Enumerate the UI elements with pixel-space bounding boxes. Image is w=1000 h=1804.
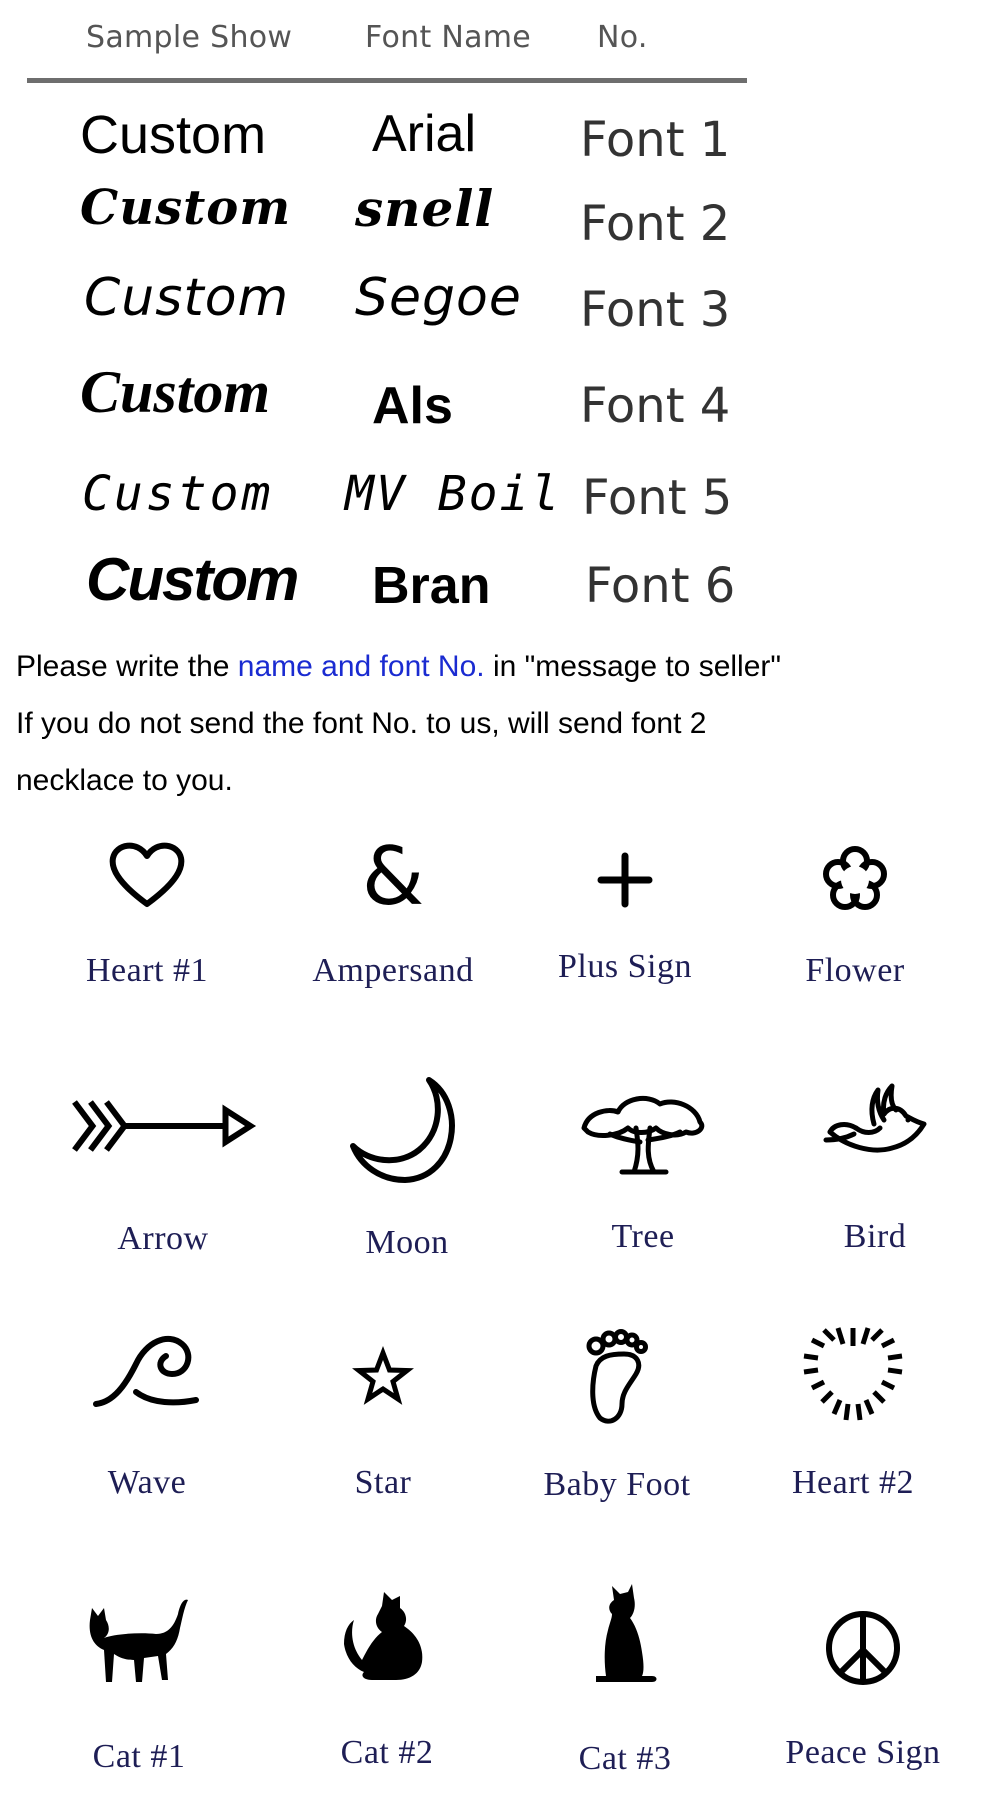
symbol-baby-foot bbox=[492, 1320, 742, 1540]
star-icon bbox=[355, 1350, 411, 1404]
font-sample: Custom bbox=[86, 546, 298, 613]
font-sample: Custom bbox=[82, 466, 274, 522]
note-text-start: Please write the bbox=[16, 650, 238, 683]
font-row-3 bbox=[0, 268, 1000, 362]
symbol-label: Star bbox=[354, 1464, 412, 1501]
cat-upright-icon bbox=[590, 1582, 660, 1687]
column-header-no: No. bbox=[597, 20, 648, 55]
symbol-star bbox=[258, 1320, 508, 1540]
note-highlight: name and font No. bbox=[237, 650, 485, 683]
symbol-label: Wave bbox=[107, 1464, 187, 1501]
flower-icon bbox=[820, 844, 890, 914]
symbol-bird bbox=[750, 1070, 1000, 1290]
symbol-cat-3 bbox=[500, 1584, 750, 1804]
symbol-label: Baby Foot bbox=[543, 1466, 691, 1503]
symbol-label: Heart #2 bbox=[791, 1464, 914, 1501]
font-number: Font 2 bbox=[580, 196, 731, 252]
bird-icon bbox=[820, 1084, 930, 1164]
font-name: Bran bbox=[372, 557, 491, 615]
column-header-sample-show: Sample Show bbox=[86, 20, 293, 55]
symbol-cat-2 bbox=[262, 1584, 512, 1804]
symbol-heart-2 bbox=[728, 1320, 978, 1540]
symbol-peace-sign bbox=[738, 1584, 988, 1804]
font-number: Font 5 bbox=[582, 470, 733, 526]
symbol-tree bbox=[518, 1070, 768, 1290]
symbol-label: Bird bbox=[843, 1218, 907, 1255]
ampersand-icon bbox=[361, 830, 425, 923]
cat-sitting-icon bbox=[342, 1588, 432, 1683]
symbol-ampersand bbox=[268, 830, 518, 1058]
font-sample: Custom bbox=[80, 359, 271, 425]
symbol-label: Cat #2 bbox=[340, 1734, 434, 1771]
symbol-label: Ampersand bbox=[312, 952, 474, 989]
font-sample: Custom bbox=[80, 105, 267, 165]
symbol-wave bbox=[22, 1320, 272, 1540]
font-name: Arial bbox=[372, 105, 477, 163]
font-row-4 bbox=[0, 359, 1000, 452]
font-name: snell bbox=[355, 179, 495, 238]
heart-icon bbox=[107, 840, 187, 910]
instruction-note bbox=[16, 638, 806, 809]
font-name: MV Boil bbox=[345, 466, 562, 522]
symbol-arrow bbox=[38, 1070, 288, 1290]
font-row-2 bbox=[0, 179, 1000, 274]
font-sample: Custom bbox=[80, 180, 292, 236]
plus-icon bbox=[595, 850, 655, 910]
sunburst-heart-icon bbox=[798, 1324, 908, 1424]
wave-icon bbox=[92, 1330, 202, 1410]
baby-foot-icon bbox=[582, 1326, 652, 1426]
note-text-end: in "message to seller" If you do not send the font No. to us, will send font 2 necklace to you. bbox=[16, 650, 782, 797]
font-number: Font 1 bbox=[580, 112, 731, 168]
symbol-label: Plus Sign bbox=[558, 948, 692, 985]
symbol-label: Cat #3 bbox=[578, 1740, 672, 1777]
cat-walking-icon bbox=[84, 1594, 194, 1689]
font-sample: Custom bbox=[84, 268, 290, 328]
peace-icon bbox=[823, 1608, 903, 1688]
font-row-6 bbox=[0, 546, 1000, 640]
symbol-label: Flower bbox=[805, 952, 905, 989]
font-number: Font 4 bbox=[580, 378, 731, 434]
tree-icon bbox=[578, 1088, 708, 1178]
header-divider bbox=[27, 78, 747, 83]
symbol-label: Heart #1 bbox=[85, 952, 208, 989]
font-number: Font 3 bbox=[580, 282, 731, 338]
font-number: Font 6 bbox=[585, 558, 736, 614]
symbol-moon bbox=[282, 1070, 532, 1290]
symbol-label: Cat #1 bbox=[92, 1738, 186, 1775]
symbol-label: Moon bbox=[365, 1224, 449, 1261]
font-name: Als bbox=[372, 377, 453, 435]
symbol-label: Tree bbox=[611, 1218, 675, 1255]
column-header-font-name: Font Name bbox=[365, 20, 532, 55]
symbol-cat-1 bbox=[14, 1584, 264, 1804]
symbol-label: Peace Sign bbox=[785, 1734, 941, 1771]
symbol-flower bbox=[730, 838, 980, 1058]
symbol-plus-sign bbox=[500, 838, 750, 1058]
arrow-icon bbox=[71, 1096, 256, 1156]
symbol-heart-1 bbox=[22, 838, 272, 1058]
symbol-label: Arrow bbox=[117, 1220, 209, 1257]
svg-text:&: & bbox=[361, 830, 425, 923]
moon-icon bbox=[347, 1074, 467, 1184]
font-name: Segoe bbox=[355, 268, 522, 328]
